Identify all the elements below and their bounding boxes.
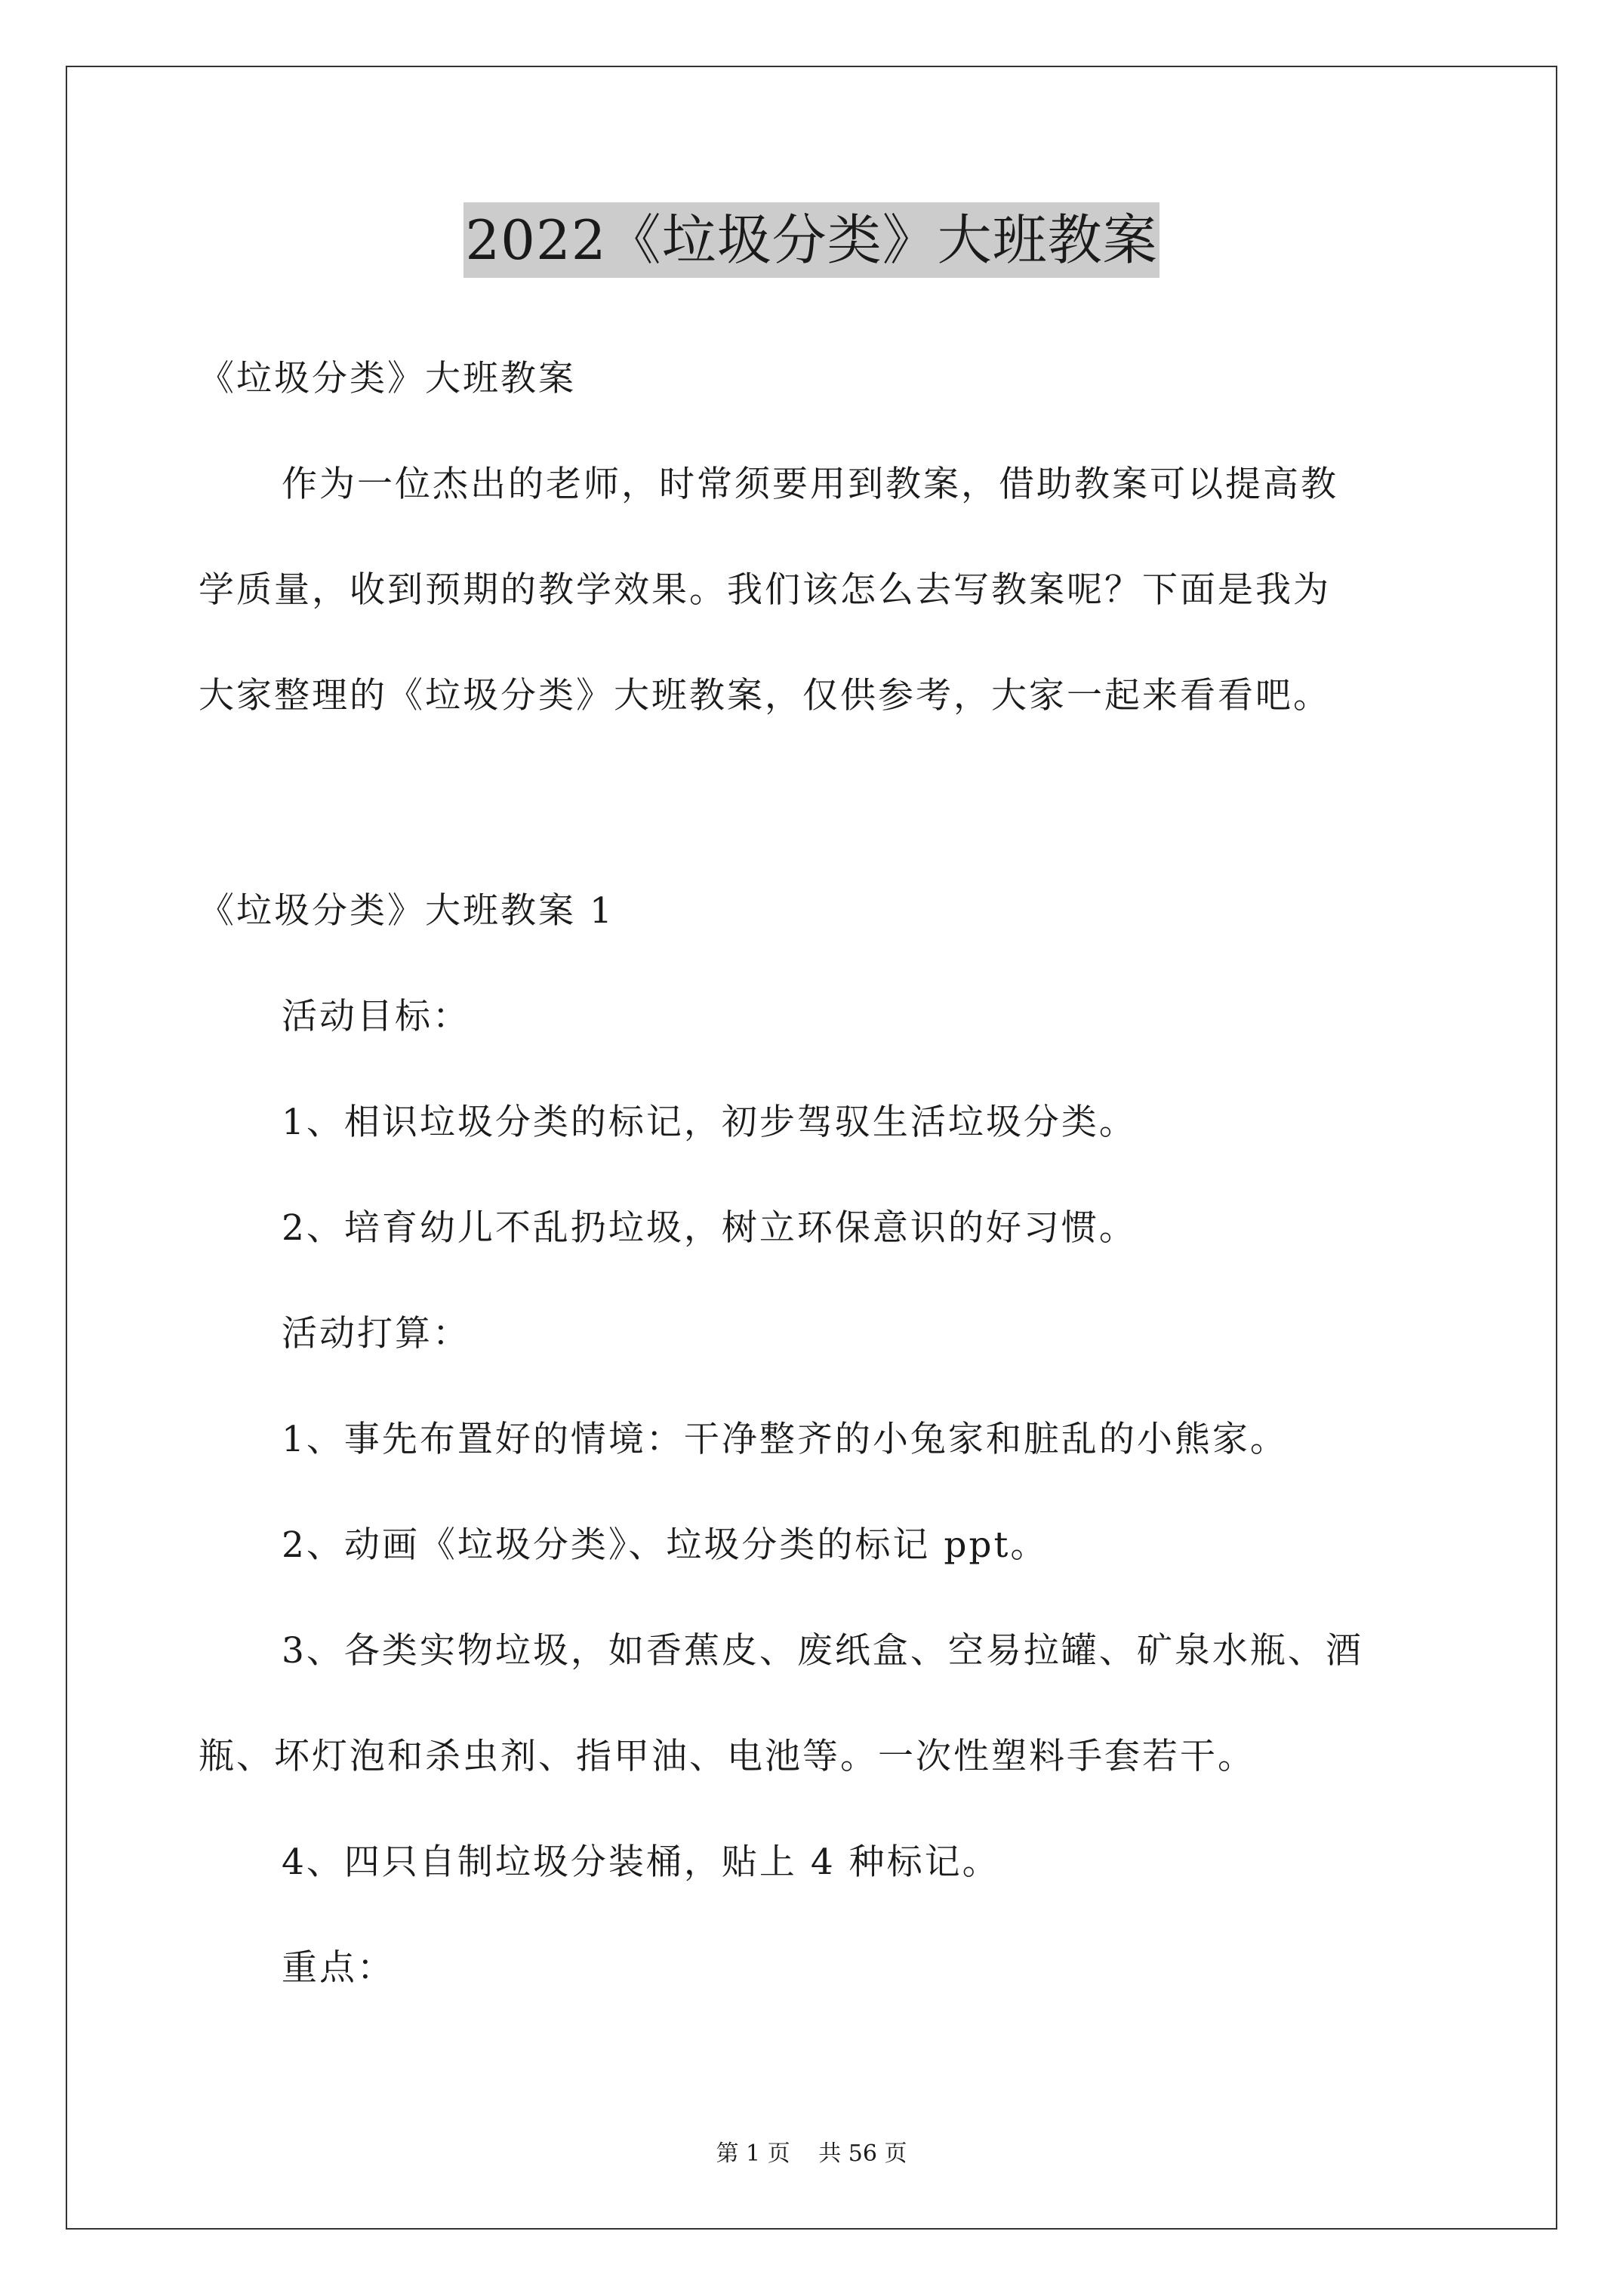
goal-item-2: 2、培育幼儿不乱扔垃圾，树立环保意识的好习惯。	[282, 1207, 1137, 1249]
prep-item-3-cont: 瓶、坏灯泡和杀虫剂、指甲油、电池等。一次性塑料手套若干。	[199, 1736, 1255, 1777]
subtitle: 《垃圾分类》大班教案	[199, 358, 576, 399]
key-heading: 重点：	[282, 1947, 395, 1989]
section-heading: 《垃圾分类》大班教案 1	[199, 890, 614, 932]
intro-line-3: 大家整理的《垃圾分类》大班教案，仅供参考，大家一起来看看吧。	[199, 675, 1331, 717]
goal-heading: 活动目标：	[282, 996, 470, 1037]
intro-line-1: 作为一位杰出的老师，时常须要用到教案，借助教案可以提高教	[282, 464, 1338, 505]
prep-item-1: 1、事先布置好的情境：干净整齐的小兔家和脏乱的小熊家。	[282, 1419, 1288, 1460]
page-total: 共 56 页	[818, 2140, 907, 2167]
prep-item-4: 4、四只自制垃圾分装桶，贴上 4 种标记。	[282, 1841, 1000, 1883]
prep-heading: 活动打算：	[282, 1313, 470, 1354]
document-title: 2022《垃圾分类》大班教案	[463, 202, 1159, 278]
intro-line-2: 学质量，收到预期的教学效果。我们该怎么去写教案呢？下面是我为	[199, 569, 1331, 611]
prep-item-2: 2、动画《垃圾分类》、垃圾分类的标记 ppt。	[282, 1524, 1049, 1566]
page-footer	[0, 2139, 1623, 2169]
prep-item-3: 3、各类实物垃圾，如香蕉皮、废纸盒、空易拉罐、矿泉水瓶、酒	[282, 1630, 1363, 1672]
page-number: 第 1 页	[716, 2140, 790, 2167]
goal-item-1: 1、相识垃圾分类的标记，初步驾驭生活垃圾分类。	[282, 1102, 1137, 1143]
title-wrap	[0, 202, 1623, 278]
